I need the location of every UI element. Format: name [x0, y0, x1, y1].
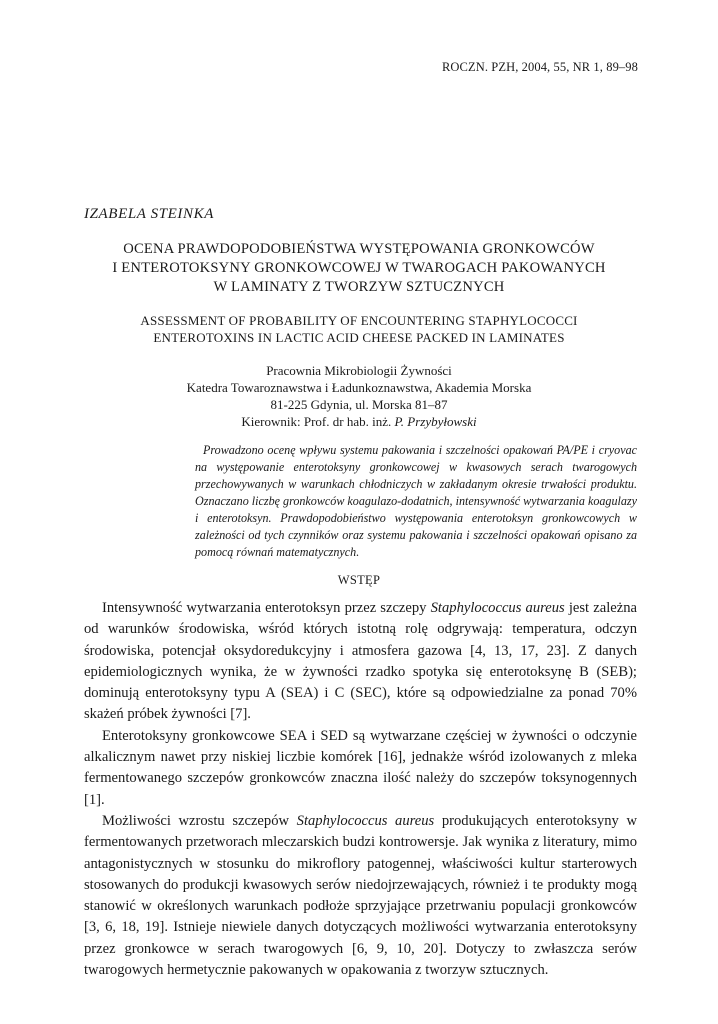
title-polish-line: I ENTEROTOKSYNY GRONKOWCOWEJ W TWAROGACH PAKOWANYCH [112, 260, 606, 276]
title-english [60, 312, 658, 346]
paragraph [84, 811, 637, 981]
affiliation-head [60, 413, 658, 430]
paragraph: Enterotoksyny gronkowcowe SEA i SED są wytwarzane częściej w żywności o odczynie alkalicznym nawet przy niskiej liczbie komórek [16], jednakże wśród izolowanych z mleka fermentowanego szczepów gronkowców znaczna ilość należy do szczepów toksynogennych [1]. [84, 727, 637, 808]
abstract: Prowadzono ocenę wpływu systemu pakowania i szczelności opakowań PA/PE i cryovac na występowanie enterotoksyny gronkowcowej w kwasowych serach twarogowych przechowywanych w warunkach chłodniczych w zakładanym okresie trwałości produktu. Oznaczano liczbę gronkowców koagulazo-dodatnich, intensywność wytwarzania koagulazy i enterotoksyn. Prawdopodobieństwo występowania enterotoksyn gronkowcowych w zależności od tych czynników oraz systemu pakowania i szczelności opakowań opisano za pomocą równań matematycznych. [195, 443, 637, 559]
paragraph-text: Intensywność wytwarzania enterotoksyn przez szczepy [102, 600, 431, 616]
species-name: Staphylococcus aureus [296, 812, 435, 829]
section-heading: WSTĘP [337, 573, 381, 587]
journal-reference: ROCZN. PZH, 2004, 55, NR 1, 89–98 [441, 60, 638, 74]
paragraph-text: jest zależna od warunków środowiska, wśród których istotną rolę odgrywają: temperatura, odczyn środowiska, potencjał oksydoredukcyjny i atmosfera gazowa [4, 13, 17, 23]. Z danych epidemiologicznych wynika, że w żywności rzadko spotyka się enterotoksynę B (SEB); dominują enterotoksyny typu A (SEA) i C (SEC), które są odpowiedzialne za ponad 70% skażeń próbek żywności [7]. [84, 600, 637, 723]
paragraph-text: produkujących enterotoksyny w fermentowanych przetworach mleczarskich budzi kontrowersje. Jak wynika z literatury, mimo antagonistycznych w stosunku do mikroflory patogennej, właściwości kultur starterowych stosowanych do produkcji kwasowych serów niedojrzewających, również i te produkty mogą stanowić w określonych warunkach podłoże sprzyjające przetrwaniu populacji gronkowców [3, 6, 18, 19]. Istnieje niewiele danych dotyczących możliwości wytwarzania enterotoksyny przez gronkowce w serach twarogowych [6, 9, 10, 20]. Dotyczy to zwłaszcza serów twarogowych hermetycznie pakowanych w opakowania z tworzyw sztucznych. [84, 812, 637, 979]
title-polish [60, 240, 658, 297]
paragraph-text: Możliwości wzrostu szczepów [102, 812, 297, 829]
species-name: Staphylococcus aureus [430, 600, 565, 616]
title-polish-line: W LAMINATY Z TWORZYW SZTUCZNYCH [213, 279, 505, 295]
affiliation-head-label: Kierownik: Prof. dr hab. inż. [241, 414, 395, 429]
body-text [84, 598, 637, 981]
affiliation-head-name: P. Przybyłowski [394, 414, 477, 429]
title-english-line: ASSESSMENT OF PROBABILITY OF ENCOUNTERING STAPHYLOCOCCI [140, 313, 578, 328]
affiliation [60, 362, 658, 430]
affiliation-department: Katedra Towaroznawstwa i Ładunkoznawstwa, Akademia Morska [186, 380, 532, 395]
title-polish-line: OCENA PRAWDOPODOBIEŃSTWA WYSTĘPOWANIA GRONKOWCÓW [123, 241, 595, 257]
author-name: IZABELA STEINKA [84, 206, 214, 222]
paragraph [84, 598, 637, 726]
affiliation-address: 81-225 Gdynia, ul. Morska 81–87 [270, 397, 448, 412]
title-english-line: ENTEROTOXINS IN LACTIC ACID CHEESE PACKED IN LAMINATES [153, 330, 565, 345]
affiliation-lab: Pracownia Mikrobiologii Żywności [266, 363, 452, 378]
